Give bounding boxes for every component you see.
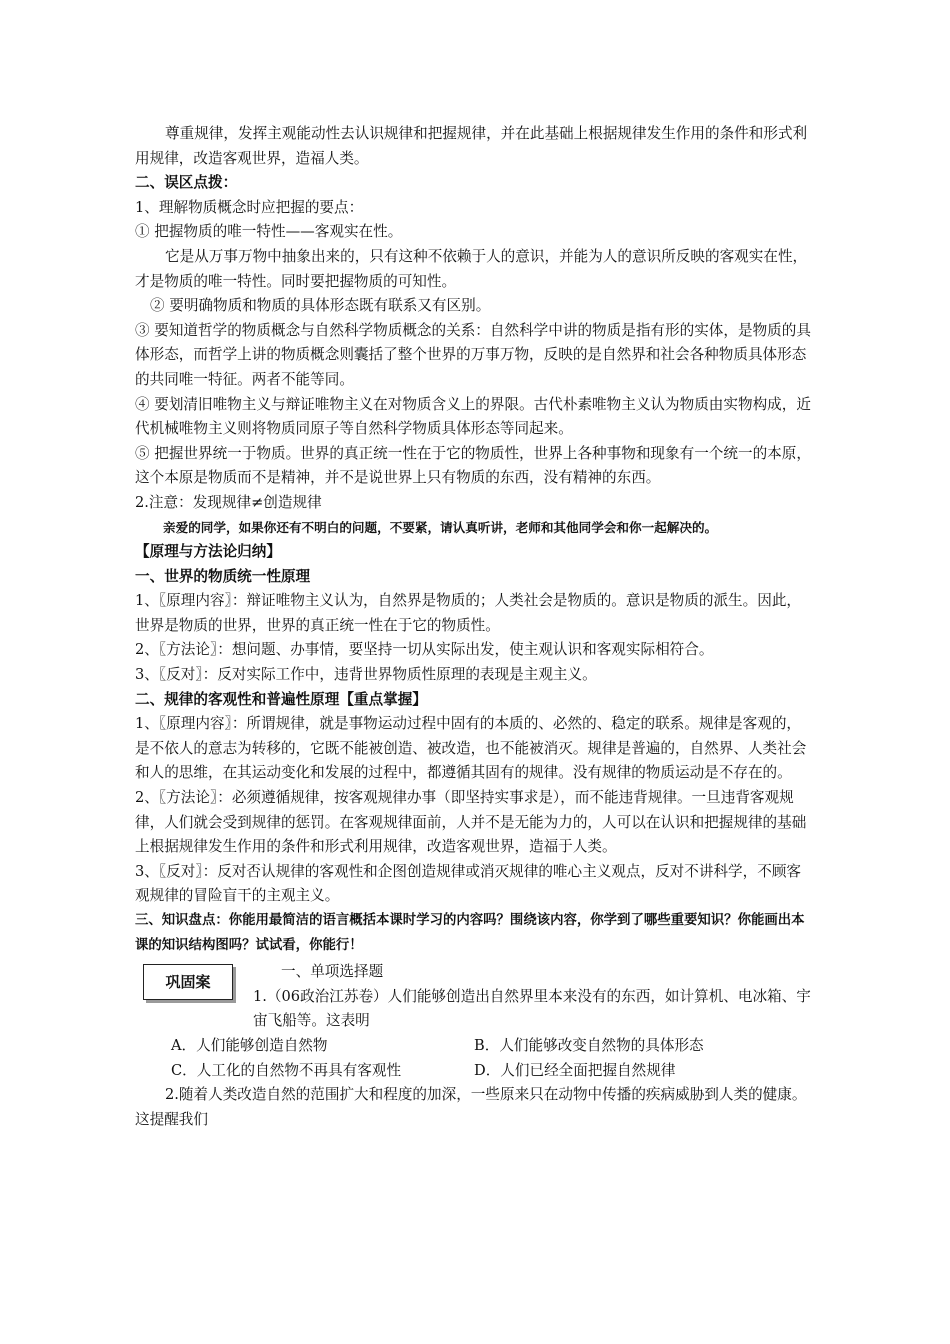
summary-heading: 【原理与方法论归纳】 bbox=[135, 543, 281, 561]
mistake-point-1a: ① 把握物质的唯一特性——客观实在性。 bbox=[135, 223, 403, 241]
section-2-method: 2、〖方法论〗：必须遵循规律，按客观规律办事（即坚持实事求是），而不能违背规律。一旦违背客观规律，人们就会受到规律的惩罚。在客观规律面前，人并不是无能为力的，人可以在认识和把握规律的基础上根据规律发生作用的条件和形式利用规律，改造客观世界，造福于人类。 bbox=[135, 789, 807, 856]
intro-paragraph: 尊重规律，发挥主观能动性去认识规律和把握规律，并在此基础上根据规律发生作用的条件和形式利用规律，改造客观世界，造福人类。 bbox=[135, 125, 808, 167]
question-1-options-row-2 bbox=[135, 1059, 813, 1084]
option-b: B．人们能够改变自然物的具体形态 bbox=[474, 1036, 704, 1054]
option-c: C．人工化的自然物不再具有客观性 bbox=[171, 1061, 402, 1079]
mistake-point-1d: ④ 要划清旧唯物主义与辩证唯物主义在对物质含义上的界限。古代朴素唯物主义认为物质由实物构成，近代机械唯物主义则将物质同原子等自然科学物质具体形态等同起来。 bbox=[135, 395, 811, 438]
option-d: D．人们已经全面把握自然规律 bbox=[474, 1061, 676, 1079]
section-1-title: 一、世界的物质统一性原理 bbox=[135, 567, 311, 585]
document-page bbox=[135, 122, 813, 1132]
mistake-point-1: 1、理解物质概念时应把握的要点： bbox=[135, 198, 364, 216]
question-1: 1.（06政治江苏卷）人们能够创造出自然界里本来没有的东西，如计算机、电冰箱、宇宙飞船等。这表明 bbox=[253, 987, 811, 1030]
mistake-point-2: 2.注意：发现规律≠创造规律 bbox=[135, 493, 322, 511]
encouragement-hint: 亲爱的同学，如果你还有不明白的问题，不要紧，请认真听讲，老师和其他同学会和你一起解决的。 bbox=[163, 519, 718, 535]
mistake-point-1a-text: 它是从万事万物中抽象出来的，只有这种不依赖于人的意识，并能为人的意识所反映的客观实在性，才是物质的唯一特性。同时要把握物质的可知性。 bbox=[135, 247, 808, 290]
mistake-point-1b: ② 要明确物质和物质的具体形态既有联系又有区别。 bbox=[150, 297, 491, 315]
question-2: 2.随着人类改造自然的范围扩大和程度的加深，一些原来只在动物中传播的疾病威胁到人类的健康。这提醒我们 bbox=[135, 1086, 807, 1128]
section-2-principle: 1、〖原理内容〗：所谓规律，就是事物运动过程中固有的本质的、必然的、稳定的联系。规律是客观的，是不依人的意志为转移的，它既不能被创造、被改造，也不能被消灭。规律是普遍的，自然界、人类社会和人的思维，在其运动变化和发展的过程中，都遵循其固有的规律。没有规律的物质运动是不存在的。 bbox=[135, 715, 807, 782]
mistake-heading: 二、误区点拨： bbox=[135, 174, 238, 192]
option-a: A．人们能够创造自然物 bbox=[171, 1036, 328, 1054]
section-1-principle: 1、〖原理内容〗：辩证唯物主义认为，自然界是物质的；人类社会是物质的。意识是物质的派生。因此，世界是物质的世界，世界的真正统一性在于它的物质性。 bbox=[135, 592, 802, 634]
quiz-label-box: 巩固案 bbox=[143, 964, 233, 1000]
section-3-review: 三、知识盘点：你能用最简洁的语言概括本课时学习的内容吗？围绕该内容，你学到了哪些重要知识？你能画出本课的知识结构图吗？试试看，你能行！ bbox=[135, 913, 805, 953]
section-2-oppose: 3、〖反对〗：反对否认规律的客观性和企图创造规律或消灭规律的唯心主义观点，反对不讲科学，不顾客观规律的冒险盲干的主观主义。 bbox=[135, 862, 802, 905]
section-1-method: 2、〖方法论〗：想问题、办事情，要坚持一切从实际出发，使主观认识和客观实际相符合。 bbox=[135, 641, 714, 659]
mistake-point-1c: ③ 要知道哲学的物质概念与自然科学物质概念的关系：自然科学中讲的物质是指有形的实体，是物质的具体形态，而哲学上讲的物质概念则囊括了整个世界的万事万物，反映的是自然界和社会各种物质具体形态的共同唯一特征。两者不能等同。 bbox=[135, 321, 811, 388]
question-1-options-row-1 bbox=[135, 1034, 813, 1059]
mistake-point-1e: ⑤ 把握世界统一于物质。世界的真正统一性在于它的物质性，世界上各种事物和现象有一个统一的本原，这个本原是物质而不是精神，并不是说世界上只有物质的东西，没有精神的东西。 bbox=[135, 444, 811, 487]
section-2-title: 二、规律的客观性和普遍性原理【重点掌握】 bbox=[135, 690, 427, 708]
quiz-section-title: 一、单项选择题 bbox=[281, 963, 384, 981]
section-1-oppose: 3、〖反对〗：反对实际工作中，违背世界物质性原理的表现是主观主义。 bbox=[135, 666, 597, 684]
quiz-section bbox=[135, 960, 813, 1132]
